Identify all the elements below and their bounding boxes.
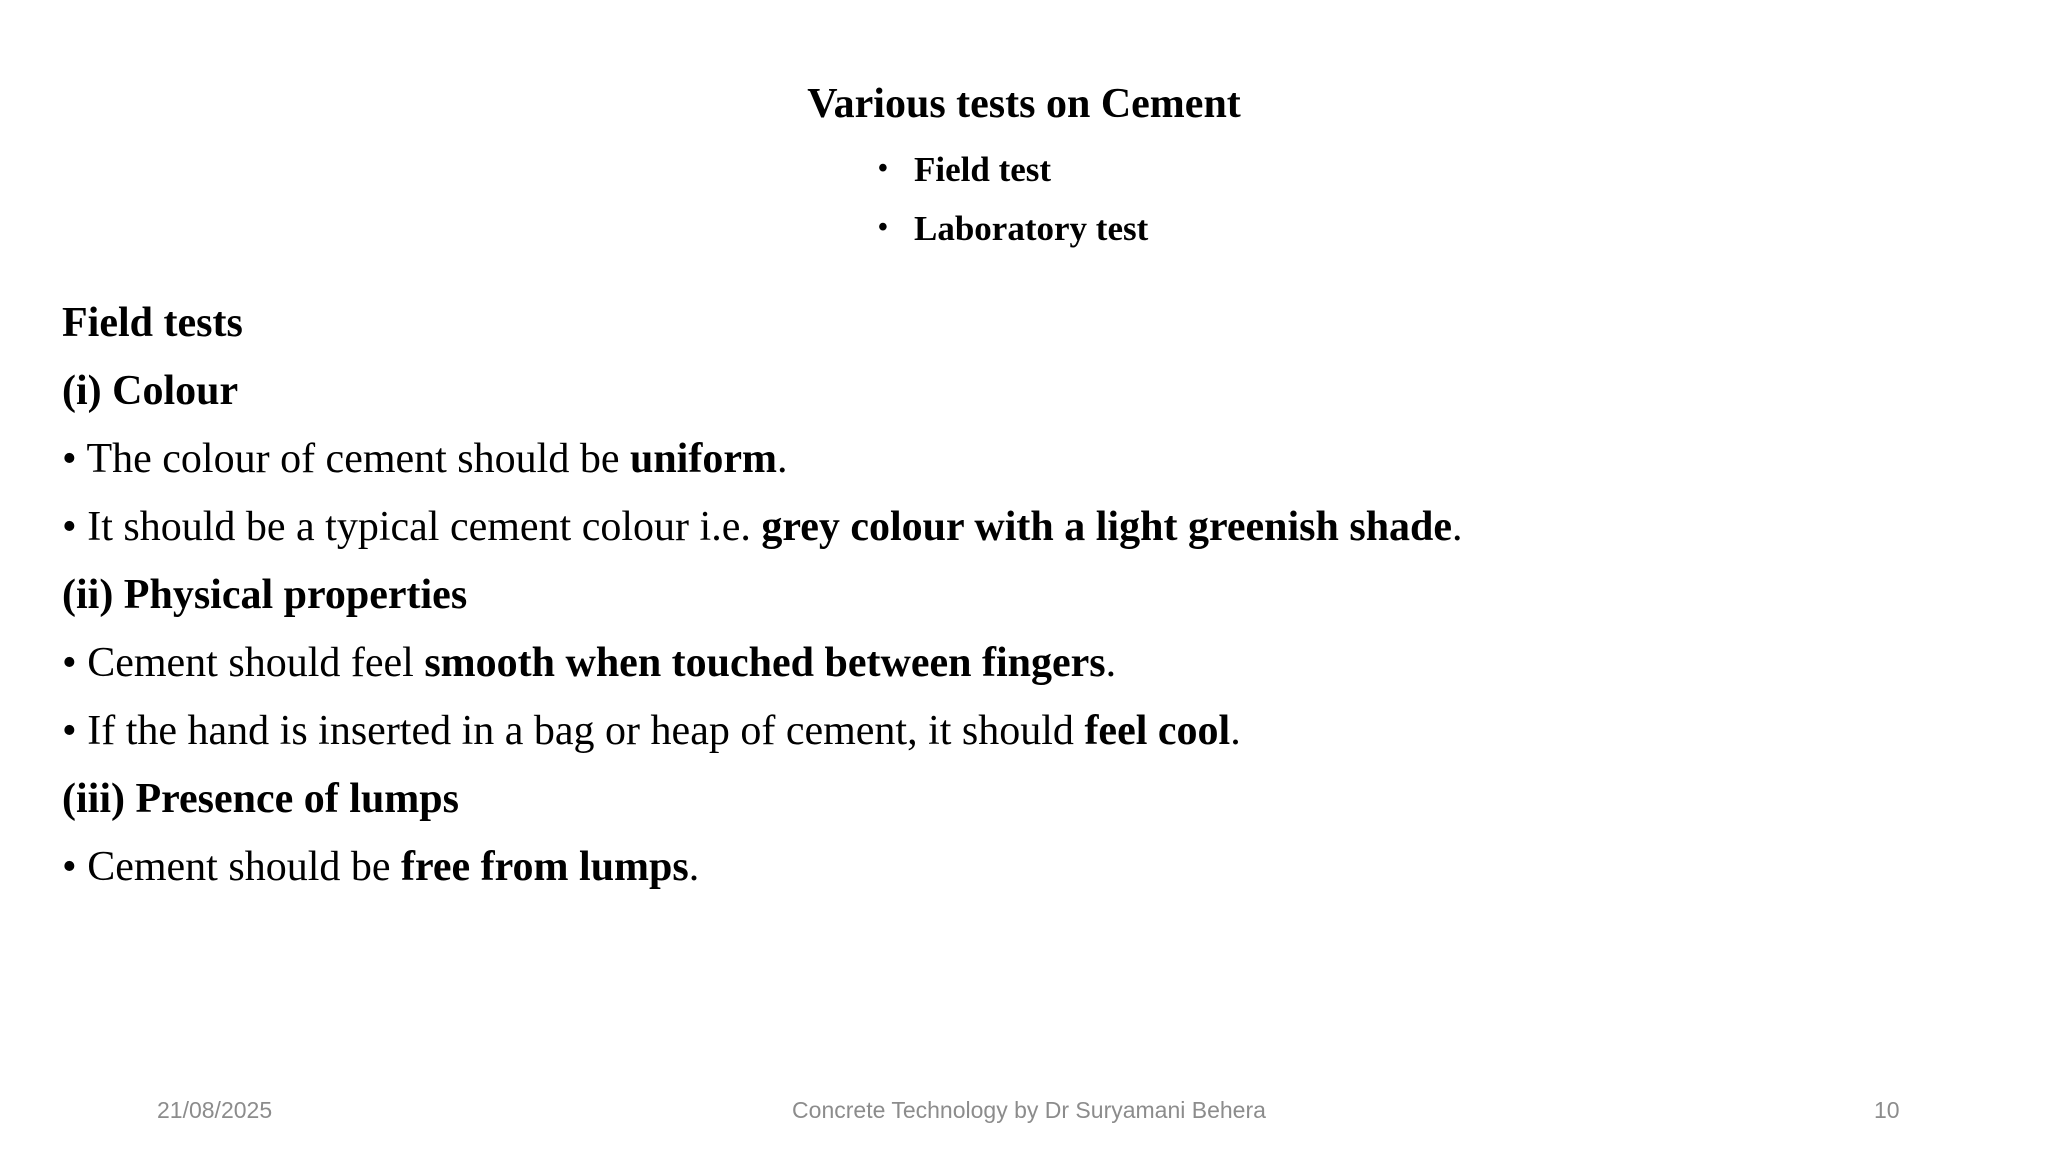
lumps-bullet-1 bbox=[62, 843, 699, 891]
colour-bullet-2 bbox=[62, 503, 1463, 551]
line-punct: . bbox=[1105, 640, 1117, 686]
physical-properties-heading: (ii) Physical properties bbox=[62, 572, 468, 618]
line-text: It should be a typical cement colour i.e. bbox=[87, 504, 762, 550]
bullet-icon: • bbox=[62, 504, 77, 550]
top-bullet-laboratory-test bbox=[878, 209, 1148, 249]
line-text: Cement should be bbox=[87, 844, 402, 890]
colour-bullet-1 bbox=[62, 435, 787, 483]
bullet-icon: • bbox=[878, 153, 888, 184]
bullet-icon: • bbox=[62, 640, 77, 686]
top-bullet-label: Field test bbox=[914, 150, 1052, 189]
line-punct: . bbox=[688, 844, 700, 890]
top-bullet-label: Laboratory test bbox=[914, 209, 1149, 248]
slide-title: Various tests on Cement bbox=[807, 81, 1241, 127]
top-bullet-field-test bbox=[878, 150, 1051, 190]
field-tests-heading: Field tests bbox=[62, 300, 243, 346]
line-bold-text: free from lumps bbox=[401, 844, 689, 890]
line-bold-text: uniform bbox=[629, 436, 777, 482]
line-bold-text: grey colour with a light greenish shade bbox=[761, 504, 1453, 550]
colour-heading: (i) Colour bbox=[62, 368, 239, 414]
line-punct: . bbox=[776, 436, 788, 482]
footer-page-number: 10 bbox=[1874, 1097, 1900, 1123]
bullet-icon: • bbox=[878, 212, 888, 243]
line-bold-text: smooth when touched between fingers bbox=[424, 640, 1106, 686]
line-text: The colour of cement should be bbox=[86, 436, 630, 482]
line-text: Cement should feel bbox=[87, 640, 425, 686]
footer-date: 21/08/2025 bbox=[157, 1097, 273, 1123]
bullet-icon: • bbox=[62, 708, 77, 754]
line-punct: . bbox=[1230, 708, 1241, 754]
bullet-icon: • bbox=[62, 844, 77, 890]
line-text: If the hand is inserted in a bag or heap of cement, it should bbox=[87, 708, 1085, 754]
line-punct: . bbox=[1452, 504, 1463, 550]
presence-of-lumps-heading: (iii) Presence of lumps bbox=[62, 776, 459, 822]
physical-bullet-2 bbox=[62, 707, 1241, 755]
line-bold-text: feel cool bbox=[1084, 708, 1231, 754]
footer-title: Concrete Technology by Dr Suryamani Behera bbox=[792, 1097, 1266, 1123]
physical-bullet-1 bbox=[62, 639, 1116, 687]
bullet-icon: • bbox=[62, 436, 77, 482]
